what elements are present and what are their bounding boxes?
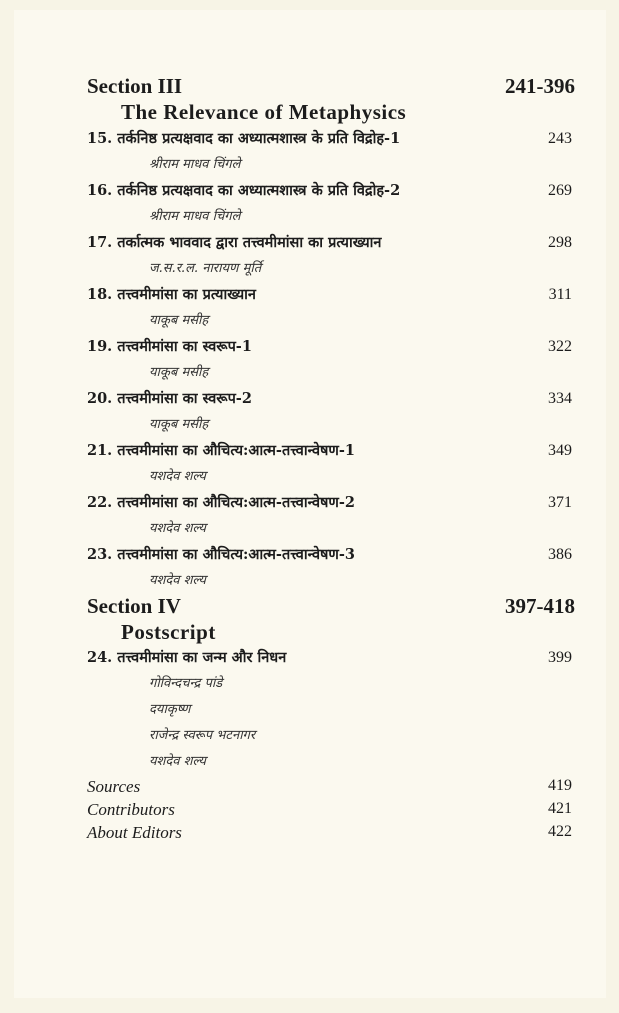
entry-page: 322 bbox=[548, 338, 572, 355]
entry-title: 23. तत्त्वमीमांसा का औचित्य:आत्म-तत्त्वान्वेषण-3 bbox=[87, 546, 355, 563]
entry-author: याकूब मसीह bbox=[149, 313, 209, 328]
toc-entry bbox=[87, 180, 575, 232]
toc-entry bbox=[87, 128, 575, 180]
back-matter-item bbox=[87, 800, 575, 823]
section-label: Section III bbox=[87, 74, 183, 98]
entry-page: 371 bbox=[548, 494, 572, 511]
entry-title: 22. तत्त्वमीमांसा का औचित्य:आत्म-तत्त्वान्वेषण-2 bbox=[87, 494, 355, 511]
entry-page: 269 bbox=[548, 182, 572, 199]
back-matter-page: 422 bbox=[548, 823, 572, 840]
entry-page: 386 bbox=[548, 546, 572, 563]
section-pages: 397-418 bbox=[505, 594, 575, 618]
entry-author: श्रीराम माधव चिंगले bbox=[149, 209, 241, 224]
entry-page: 311 bbox=[548, 286, 572, 303]
back-matter-label: About Editors bbox=[87, 823, 182, 842]
entry-title: 18. तत्त्वमीमांसा का प्रत्याख्यान bbox=[87, 286, 256, 303]
entry-title: 16. तर्कनिष्ठ प्रत्यक्षवाद का अध्यात्मशास्त्र के प्रति विद्रोह-2 bbox=[87, 182, 401, 199]
back-matter-item bbox=[87, 777, 575, 800]
entry-page: 243 bbox=[548, 130, 572, 147]
entry-page: 349 bbox=[548, 442, 572, 459]
entry-title: 20. तत्त्वमीमांसा का स्वरूप-2 bbox=[87, 390, 252, 407]
toc-entry bbox=[87, 440, 575, 492]
entry-title: 21. तत्त्वमीमांसा का औचित्य:आत्म-तत्त्वान्वेषण-1 bbox=[87, 442, 355, 459]
entry-page: 298 bbox=[548, 234, 572, 251]
toc-entry bbox=[87, 388, 575, 440]
back-matter-item bbox=[87, 823, 575, 846]
table-of-contents bbox=[87, 74, 575, 846]
entry-author: याकूब मसीह bbox=[149, 417, 209, 432]
entry-author: यशदेव शल्य bbox=[149, 521, 206, 536]
entry-author: श्रीराम माधव चिंगले bbox=[149, 157, 241, 172]
entry-page: 399 bbox=[548, 649, 572, 666]
section-title: The Relevance of Metaphysics bbox=[121, 100, 407, 124]
entry-page: 334 bbox=[548, 390, 572, 407]
entry-author: राजेन्द्र स्वरूप भटनागर bbox=[149, 728, 256, 743]
entry-title: 17. तर्कात्मक भाववाद द्वारा तत्त्वमीमांसा का प्रत्याख्यान bbox=[87, 234, 382, 251]
toc-entry bbox=[87, 336, 575, 388]
entry-title: 19. तत्त्वमीमांसा का स्वरूप-1 bbox=[87, 338, 252, 355]
section-heading bbox=[87, 74, 575, 100]
back-matter-label: Contributors bbox=[87, 800, 175, 819]
section-heading bbox=[87, 594, 575, 620]
entry-author: यशदेव शल्य bbox=[149, 754, 206, 769]
section-pages: 241-396 bbox=[505, 74, 575, 98]
back-matter-page: 421 bbox=[548, 800, 572, 817]
toc-entry bbox=[87, 492, 575, 544]
back-matter-page: 419 bbox=[548, 777, 572, 794]
entry-title: 24. तत्त्वमीमांसा का जन्म और निधन bbox=[87, 649, 287, 666]
back-matter-label: Sources bbox=[87, 777, 141, 796]
toc-entry bbox=[87, 232, 575, 284]
entry-author: यशदेव शल्य bbox=[149, 573, 206, 588]
entry-author: गोविन्दचन्द्र पांडे bbox=[149, 676, 223, 691]
entry-author: दयाकृष्ण bbox=[149, 702, 191, 717]
section-label: Section IV bbox=[87, 594, 181, 618]
toc-entry bbox=[87, 647, 575, 777]
entry-author: ज.स.र.ल. नारायण मूर्ति bbox=[149, 261, 262, 276]
toc-entry bbox=[87, 544, 575, 594]
entry-author: यशदेव शल्य bbox=[149, 469, 206, 484]
toc-entry bbox=[87, 284, 575, 336]
entry-title: 15. तर्कनिष्ठ प्रत्यक्षवाद का अध्यात्मशास्त्र के प्रति विद्रोह-1 bbox=[87, 130, 401, 147]
entry-author: याकूब मसीह bbox=[149, 365, 209, 380]
section-title: Postscript bbox=[121, 620, 216, 644]
